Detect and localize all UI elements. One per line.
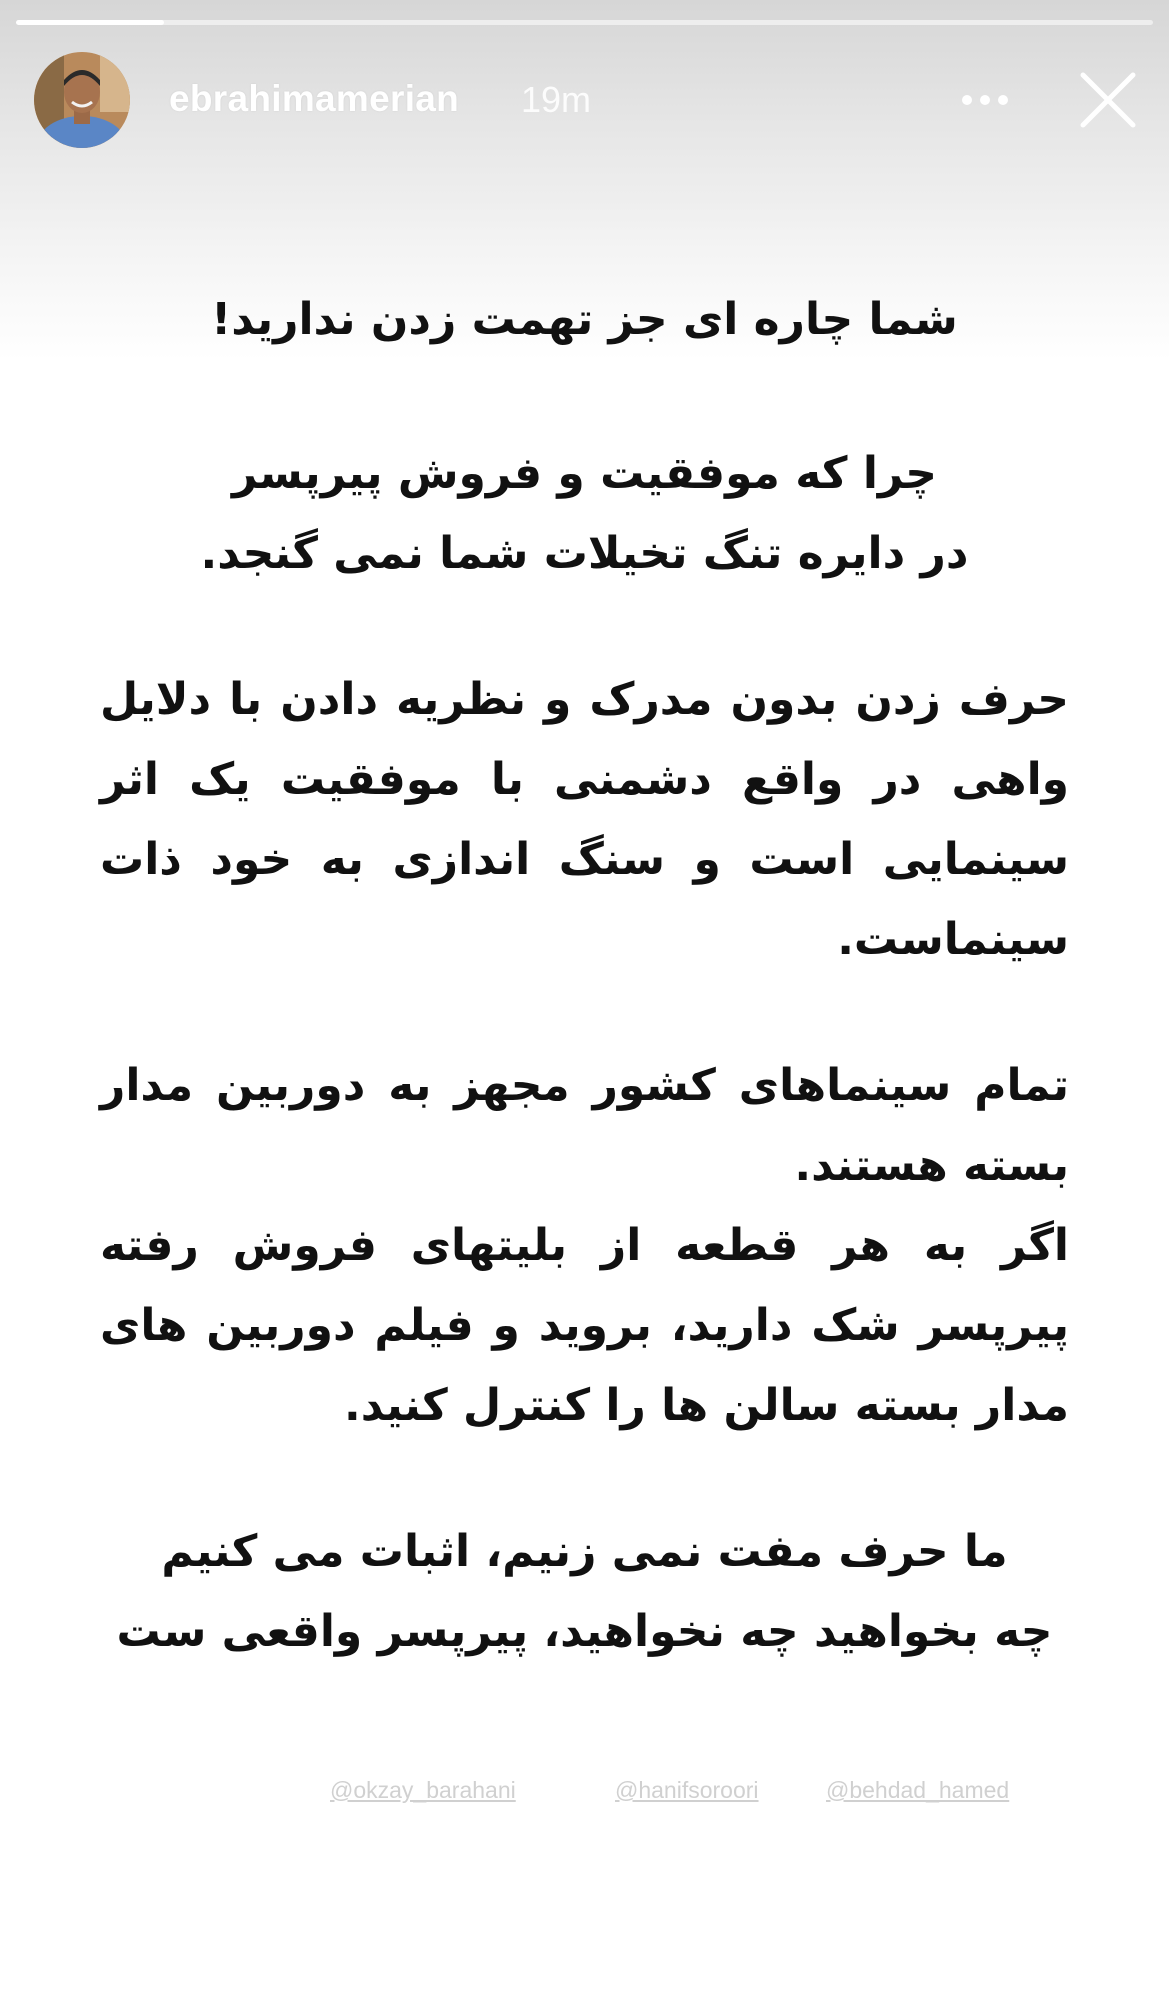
story-header bbox=[34, 52, 1144, 148]
more-options-button[interactable] bbox=[954, 72, 1016, 128]
paragraph-4-part-1: تمام سینماهای کشور مجهز به دوربین مدار بسته هستند. bbox=[100, 1060, 1069, 1191]
avatar-image bbox=[34, 52, 130, 148]
paragraph-2-line-2: در دایره تنگ تخیلات شما نمی گنجد. bbox=[200, 528, 969, 579]
mention-tags bbox=[0, 1777, 1169, 1817]
paragraph-2-line-1: چرا که موفقیت و فروش پیرپسر bbox=[232, 448, 937, 499]
paragraph-4-part-2: اگر به هر قطعه از بلیتهای فروش رفته پیرپسر شک دارید، بروید و فیلم دوربین های مدار بسته سالن ها را کنترل کنید. bbox=[100, 1220, 1069, 1431]
avatar[interactable] bbox=[34, 52, 130, 148]
timestamp: 19m bbox=[521, 79, 592, 120]
username[interactable]: ebrahimamerian bbox=[169, 78, 460, 119]
close-button[interactable] bbox=[1072, 64, 1144, 136]
story-text bbox=[100, 280, 1069, 1672]
close-icon bbox=[1078, 70, 1138, 130]
mention-tag[interactable]: @behdad_hamed bbox=[826, 1777, 1010, 1803]
mention-tag[interactable]: @okzay_barahani bbox=[330, 1777, 516, 1803]
closing-line-1: ما حرف مفت نمی زنیم، اثبات می کنیم bbox=[161, 1526, 1008, 1577]
closing-line-2: چه بخواهید چه نخواهید، پیرپسر واقعی ست bbox=[116, 1606, 1053, 1657]
story-progress-bar bbox=[16, 20, 1153, 25]
headline: شما چاره ای جز تهمت زدن ندارید! bbox=[211, 294, 958, 345]
more-horizontal-icon bbox=[961, 94, 1009, 106]
mention-tag[interactable]: @hanifsoroori bbox=[615, 1777, 759, 1803]
paragraph-3: حرف زدن بدون مدرک و نظریه دادن با دلایل واهی در واقع دشمنی با موفقیت یک اثر سینمایی است و سنگ اندازی به خود ذات سینماست. bbox=[100, 674, 1069, 965]
story-progress-fill bbox=[16, 20, 164, 25]
